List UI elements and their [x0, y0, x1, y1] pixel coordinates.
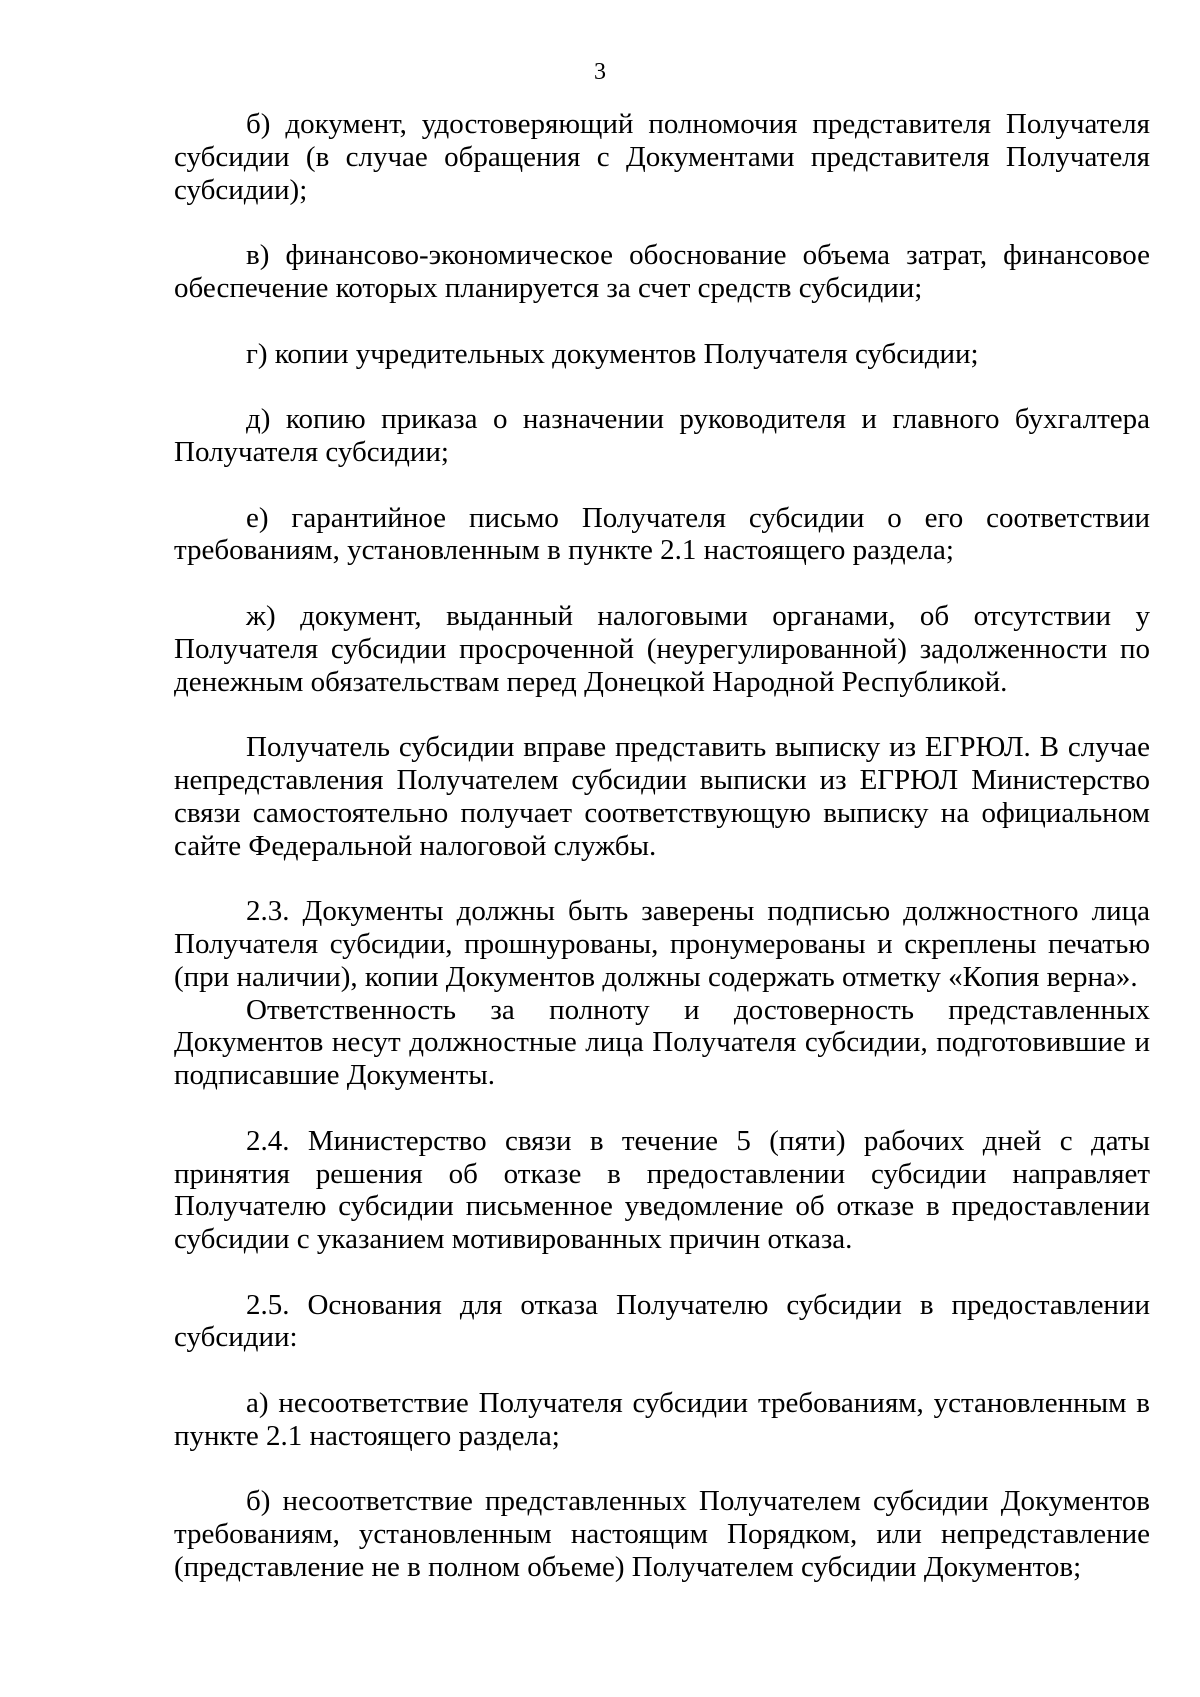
paragraph-item-g-founding-documents: г) копии учредительных документов Получателя субсидии; — [246, 337, 979, 370]
paragraph-2-3-responsibility: Ответственность за полноту и достоверность представленных Документов несут должностные лица Получателя субсидии, подготовившие и подписавшие Документы. — [174, 993, 1150, 1092]
paragraph-item-v-financial-justification: в) финансово-экономическое обоснование объема затрат, финансовое обеспечение которых планируется за счет средств субсидии; — [174, 239, 1150, 304]
page-number: 3 — [594, 59, 606, 85]
document-body — [174, 108, 1150, 1617]
paragraph-item-zh-tax-certificate: ж) документ, выданный налоговыми органами, об отсутствии у Получателя субсидии просроченной (неурегулированной) задолженности по денежным обязательствам перед Донецкой Народной Республикой. — [174, 599, 1150, 698]
paragraph-egrul-extract: Получатель субсидии вправе представить выписку из ЕГРЮЛ. В случае непредставления Получателем субсидии выписки из ЕГРЮЛ Министерство связи самостоятельно получает соответствующую выписку на официальном сайте Федеральной налоговой службы. — [174, 731, 1150, 862]
paragraph-item-b-authority-document: б) документ, удостоверяющий полномочия представителя Получателя субсидии (в случае обращения с Документами представителя Получателя субсидии); — [174, 108, 1150, 206]
paragraph-2-5-refusal-grounds: 2.5. Основания для отказа Получателю субсидии в предоставлении субсидии: — [174, 1288, 1150, 1354]
paragraph-ground-a-nonconformity: а) несоответствие Получателя субсидии требованиям, установленным в пункте 2.1 настоящего раздела; — [174, 1387, 1150, 1452]
paragraph-2-3-certification: 2.3. Документы должны быть заверены подписью должностного лица Получателя субсидии, прошнурованы, пронумерованы и скреплены печатью (при наличии), копии Документов должны содержать отметку «Копия верна». — [174, 895, 1150, 993]
paragraph-item-e-guarantee-letter: е) гарантийное письмо Получателя субсидии о его соответствии требованиям, установленным в пункте 2.1 настоящего раздела; — [174, 501, 1150, 567]
paragraph-item-d-appointment-order: д) копию приказа о назначении руководителя и главного бухгалтера Получателя субсидии; — [174, 403, 1150, 468]
paragraph-2-4-refusal-notice: 2.4. Министерство связи в течение 5 (пяти) рабочих дней с даты принятия решения об отказе в предоставлении субсидии направляет Получателю субсидии письменное уведомление об отказе в предоставлении субсидии с указанием мотивированных причин отказа. — [174, 1124, 1150, 1256]
paragraph-ground-b-documents: б) несоответствие представленных Получателем субсидии Документов требованиям, установленным настоящим Порядком, или непредставление (представление не в полном объеме) Получателем субсидии Документов; — [174, 1485, 1150, 1584]
